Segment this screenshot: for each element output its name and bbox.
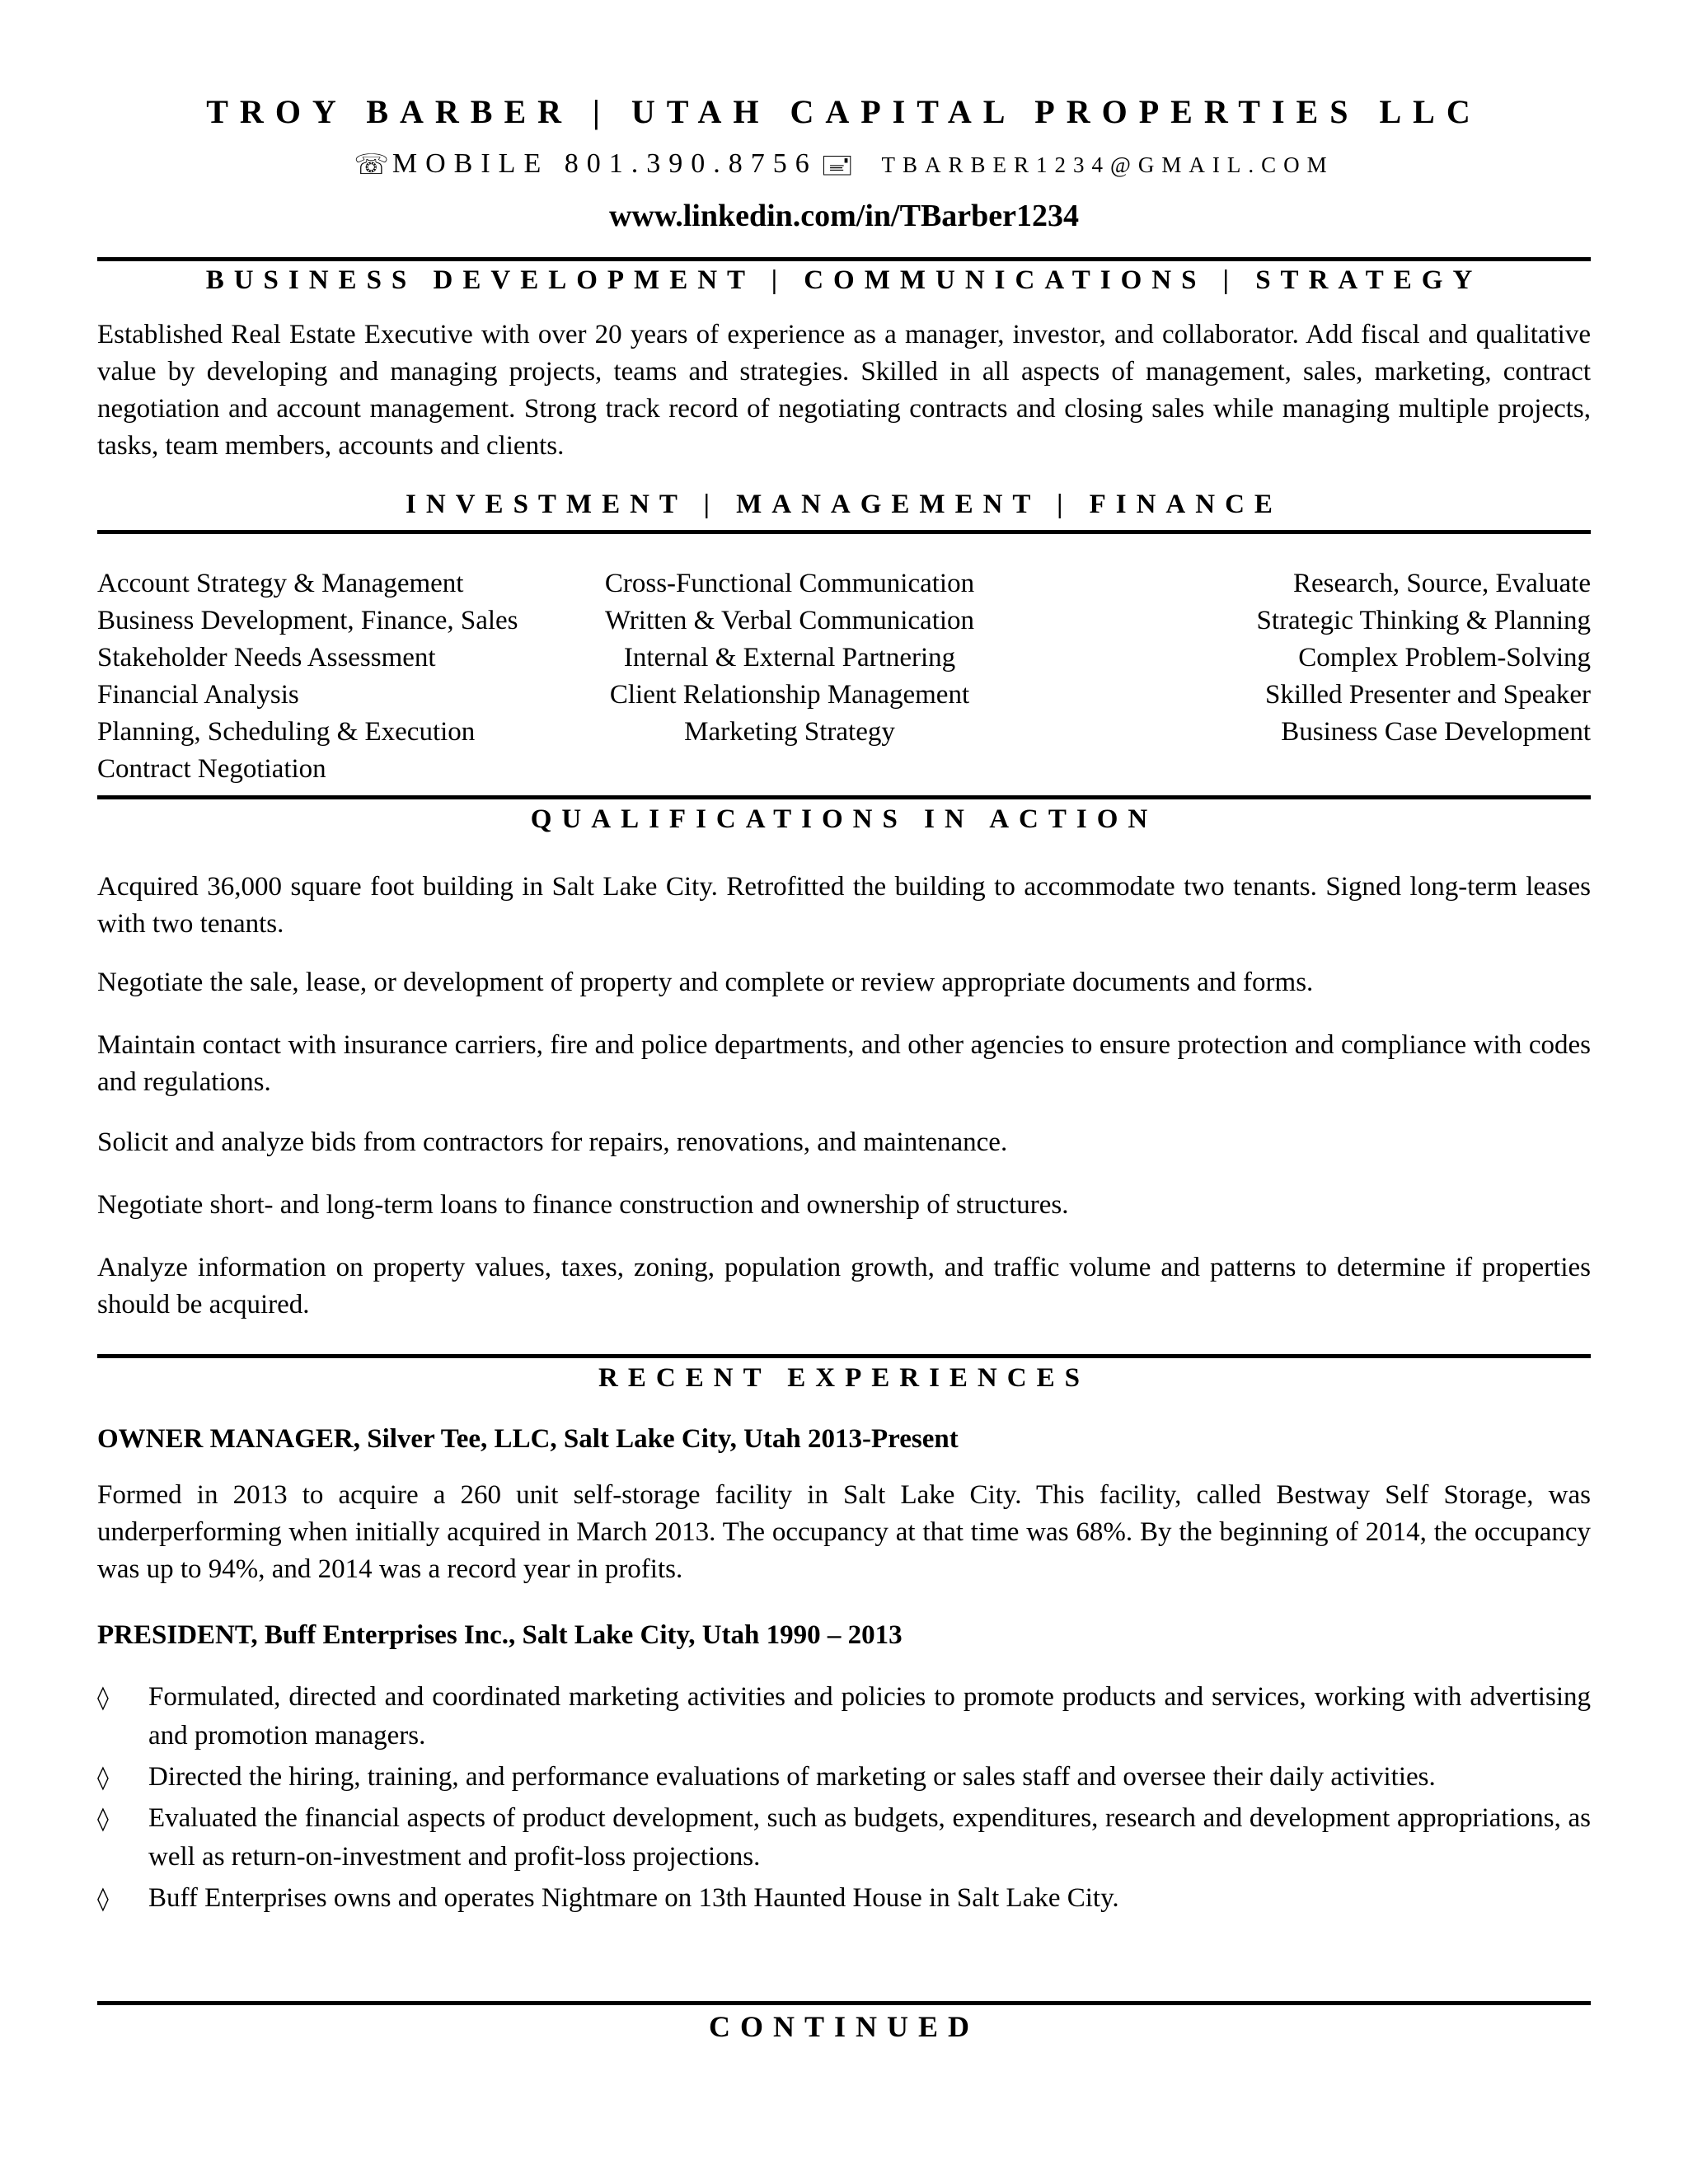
skills-column-3 [1257,565,1591,751]
summary-text: Established Real Estate Executive with over 20 years of experience as a manager, investor, and collaborator. Add fiscal and qualitative value by developing and managing projects, teams and strategies. Skilled in all aspects of management, sales, marketing, contract negotiation and account management. Strong track record of negotiating contracts and closing sales while managing multiple projects, tasks, team members, accounts and clients. [97,320,1591,461]
skills-column-2 [559,565,1020,751]
skill-item: Contract Negotiation [97,754,326,784]
email-address[interactable]: TBARBER1234@GMAIL.COM [881,152,1334,177]
summary-heading: BUSINESS DEVELOPMENT | COMMUNICATIONS | STRATEGY [205,265,1483,295]
qualification-item: Negotiate short- and long-term loans to finance construction and ownership of structures. [97,1190,1069,1220]
bullet-text: Evaluated the financial aspects of product development, such as budgets, expenditures, research and development appropriations, as well as return-on-investment and profit-loss projections. [148,1803,1591,1872]
bullet-text: Directed the hiring, training, and performance evaluations of marketing or sales staff and oversee their daily activities. [148,1762,1436,1792]
qualification-item: Maintain contact with insurance carriers, fire and police departments, and other agencies to ensure protection and compliance with codes and regulations. [97,1030,1591,1097]
continued-label: CONTINUED [708,2010,980,2043]
skill-item: Client Relationship Management [609,680,970,710]
job-title: PRESIDENT, Buff Enterprises Inc., Salt Lake City, Utah 1990 – 2013 [97,1620,903,1650]
skill-item: Account Strategy & Management [97,569,464,598]
list-item [97,1758,1591,1797]
divider [97,530,1591,534]
qualifications-heading: QUALIFICATIONS IN ACTION [530,804,1158,834]
list-item [97,1678,1591,1755]
qualification-item: Analyze information on property values, taxes, zoning, population growth, and traffic volume and patterns to determine if properties should be acquired. [97,1253,1591,1319]
linkedin-link[interactable]: www.linkedin.com/in/TBarber1234 [608,199,1080,233]
skill-item: Marketing Strategy [684,717,895,747]
list-item [97,1879,1591,1918]
diamond-icon: ◊ [97,1805,109,1832]
diamond-icon: ◊ [97,1684,109,1711]
qualification-item: Acquired 36,000 square foot building in Salt Lake City. Retrofitted the building to accommodate two tenants. Signed long-term leases with two tenants. [97,872,1591,939]
skill-item: Business Development, Finance, Sales [97,606,518,635]
contact-line [97,145,1591,192]
skill-item: Financial Analysis [97,680,299,710]
email-icon: 🖃 [820,150,854,180]
divider [97,795,1591,799]
skill-item: Strategic Thinking & Planning [1256,606,1591,635]
skills-heading: INVESTMENT | MANAGEMENT | FINANCE [406,490,1282,519]
skill-item: Written & Verbal Communication [604,606,975,635]
bullet-text: Buff Enterprises owns and operates Nightmare on 13th Haunted House in Salt Lake City. [148,1883,1119,1913]
qualification-item: Negotiate the sale, lease, or development of property and complete or review appropriate documents and forms. [97,968,1314,997]
skill-item: Internal & External Partnering [623,643,956,673]
skill-item: Skilled Presenter and Speaker [1265,680,1591,710]
skill-item: Stakeholder Needs Assessment [97,643,436,673]
skill-item: Planning, Scheduling & Execution [97,717,476,747]
job-description: Formed in 2013 to acquire a 260 unit self-storage facility in Salt Lake City. This facility, called Bestway Self Storage, was underperforming when initially acquired in March 2013. The occupancy at that time was 68%. By the beginning of 2014, the occupancy was up to 94%, and 2014 was a record year in profits. [97,1480,1591,1584]
name-title: TROY BARBER | UTAH CAPITAL PROPERTIES LLC [206,93,1482,130]
skill-item: Complex Problem-Solving [1298,643,1591,673]
mobile-number: MOBILE 801.390.8756 [392,148,818,179]
diamond-icon: ◊ [97,1885,109,1912]
diamond-icon: ◊ [97,1764,109,1791]
bullet-text: Formulated, directed and coordinated marketing activities and policies to promote products and services, working with advertising and promotion managers. [148,1682,1591,1750]
job-bullets [97,1678,1591,1920]
job-title: OWNER MANAGER, Silver Tee, LLC, Salt Lake City, Utah 2013-Present [97,1424,959,1454]
list-item [97,1799,1591,1877]
divider [97,257,1591,261]
divider [97,2001,1591,2005]
skill-item: Research, Source, Evaluate [1292,569,1591,598]
skill-item: Business Case Development [1281,717,1591,747]
skill-item: Cross-Functional Communication [604,569,975,598]
skills-column-1 [97,565,518,788]
experience-heading: RECENT EXPERIENCES [598,1363,1090,1393]
phone-icon: ☏ [354,150,389,180]
qualification-item: Solicit and analyze bids from contractors for repairs, renovations, and maintenance. [97,1127,1008,1157]
divider [97,1354,1591,1358]
